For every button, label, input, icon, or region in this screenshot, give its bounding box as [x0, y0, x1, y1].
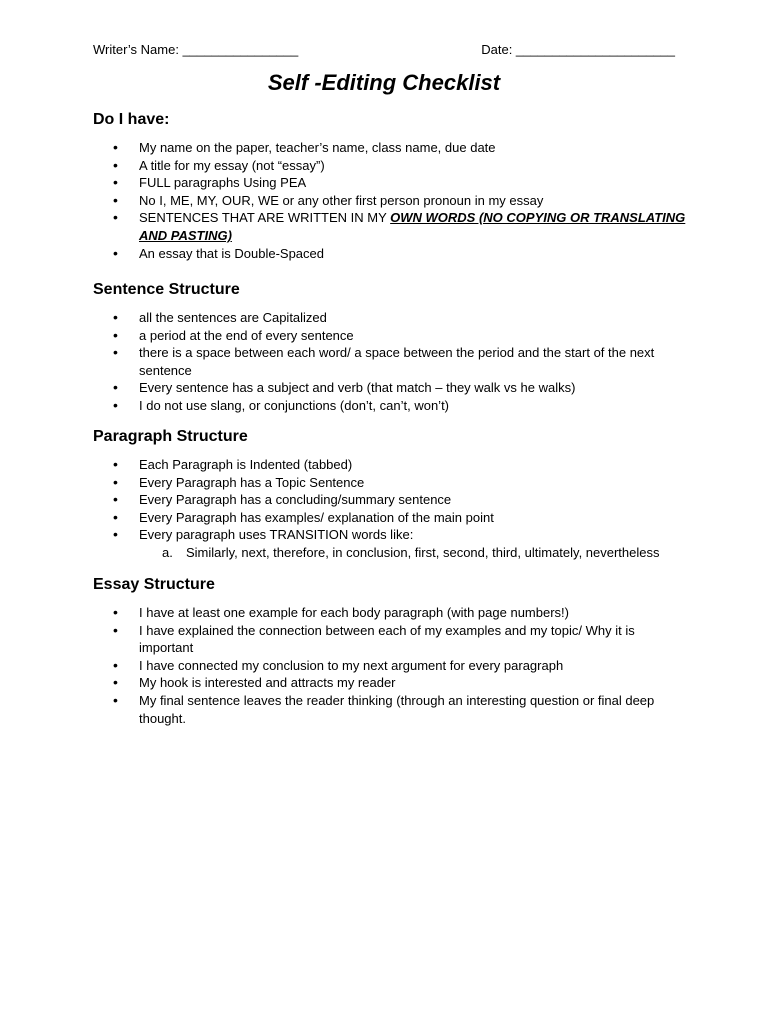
list-item — [93, 209, 688, 244]
sub-list-text: Similarly, next, therefore, in conclusion, first, second, third, ultimately, nevertheless — [186, 544, 660, 560]
section-essay-structure — [93, 576, 688, 727]
list-item: • Every Paragraph has a concluding/summary sentence — [93, 491, 688, 509]
list-item: • My hook is interested and attracts my reader — [93, 674, 688, 692]
list-item: • Every Paragraph has a Topic Sentence — [93, 474, 688, 492]
checklist — [93, 309, 688, 415]
section-heading: Paragraph Structure — [93, 428, 248, 445]
header-row — [93, 42, 675, 57]
section-heading: Essay Structure — [93, 576, 215, 593]
checklist — [93, 604, 688, 727]
section-paragraph-structure — [93, 428, 688, 562]
list-item: • I do not use slang, or conjunctions (don’t, can’t, won’t) — [93, 397, 688, 415]
list-item-text: SENTENCES THAT ARE WRITTEN IN MY — [139, 210, 391, 226]
date-field: Date: ______________________ — [481, 42, 675, 57]
section-do-i-have — [93, 111, 688, 262]
page-title: Self -Editing Checklist — [267, 70, 501, 95]
list-item: • An essay that is Double-Spaced — [93, 245, 688, 263]
list-item: • Each Paragraph is Indented (tabbed) — [93, 456, 688, 474]
section-heading: Do I have: — [93, 111, 170, 128]
list-item: • My final sentence leaves the reader thinking (through an interesting question or final deep thought. — [93, 692, 688, 727]
list-item: • I have connected my conclusion to my next argument for every paragraph — [93, 657, 688, 675]
list-item: • My name on the paper, teacher’s name, class name, due date — [93, 139, 688, 157]
list-item: • all the sentences are Capitalized — [93, 309, 688, 327]
checklist — [93, 139, 688, 262]
section-heading: Sentence Structure — [93, 281, 240, 298]
list-item: • Every paragraph uses TRANSITION words like: — [93, 526, 688, 544]
list-item: • I have at least one example for each body paragraph (with page numbers!) — [93, 604, 688, 622]
section-sentence-structure — [93, 281, 688, 415]
list-item: • FULL paragraphs Using PEA — [93, 174, 688, 192]
list-item: • I have explained the connection between each of my examples and my topic/ Why it is important — [93, 622, 688, 657]
list-item: • No I, ME, MY, OUR, WE or any other first person pronoun in my essay — [93, 192, 688, 210]
list-item: • there is a space between each word/ a space between the period and the start of the next sentence — [93, 344, 688, 379]
writers-name-field: Writer’s Name: ________________ — [93, 42, 299, 57]
sub-list-marker: a. — [162, 544, 173, 560]
list-item: • a period at the end of every sentence — [93, 327, 688, 345]
list-item: • Every Paragraph has examples/ explanation of the main point — [93, 509, 688, 527]
checklist — [93, 456, 688, 544]
emphasis-text: OWN WORDS (NO COPYING OR TRANSLATING AND PASTING) — [139, 210, 686, 243]
list-item: • A title for my essay (not “essay”) — [93, 157, 688, 175]
sub-list-item — [93, 544, 688, 562]
list-item: • Every sentence has a subject and verb (that match – they walk vs he walks) — [93, 379, 688, 397]
